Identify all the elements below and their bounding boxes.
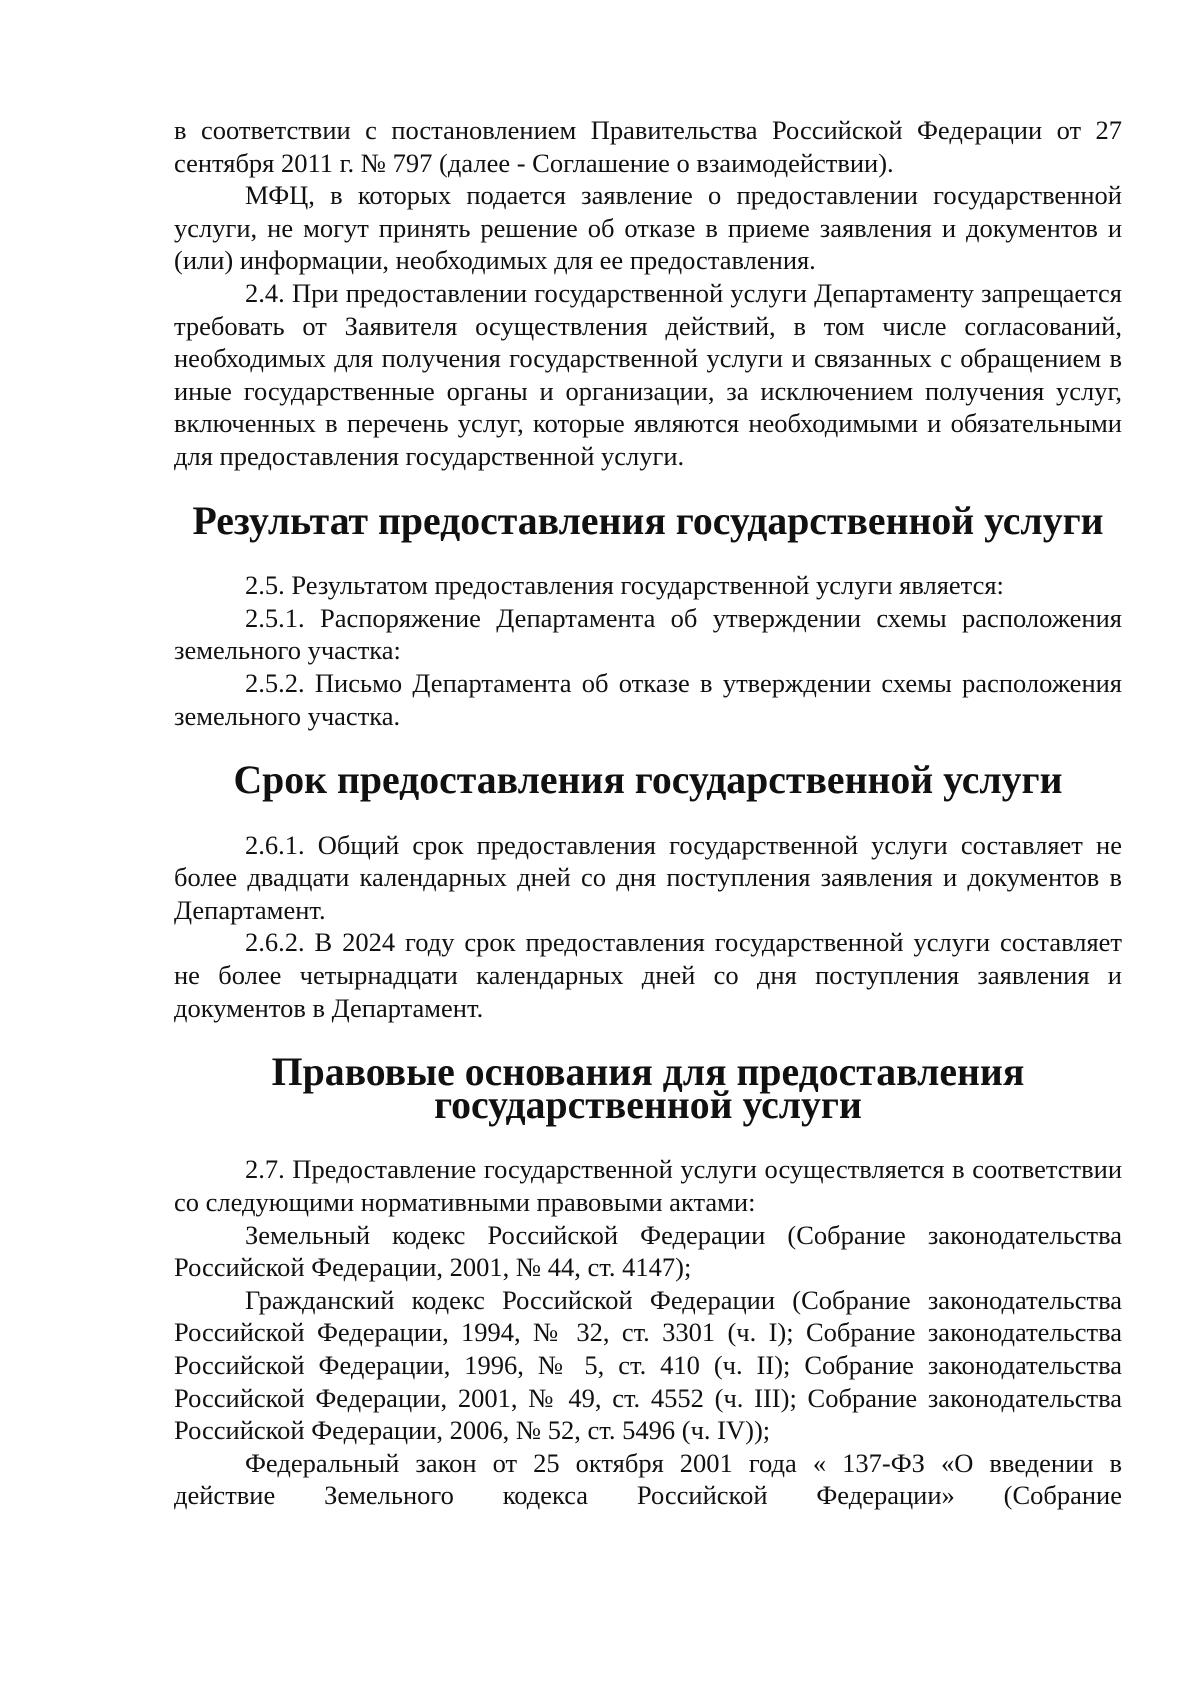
heading-result: Результат предоставления государственной услуги: [192, 498, 1104, 543]
heading-term: Срок предоставления государственной услуги: [233, 758, 1063, 803]
paragraph-civil-code: Гражданский кодекс Российской Федерации (Собрание законодательства Российской Федерации, 1994, № 32, ст. 3301 (ч. I); Собрание законодательства Российской Федерации, 1996, № 5, ст. 410 (ч. II); Собрание законодательства Российской Федерации, 2001, № 49, ст. 4552 (ч. III); Собрание законодательства Российской Федерации, 2006, № 52, ст. 5496 (ч. IV));: [174, 1284, 1122, 1446]
paragraph-2-7: 2.7. Предоставление государственной услуги осуществляется в соответствии со следующими нормативными правовыми актами:: [174, 1154, 1122, 1218]
paragraph-agreement: в соответствии с постановлением Правительства Российской Федерации от 27 сентября 2011 г. № 797 (далее - Соглашение о взаимодействии).: [174, 115, 1122, 178]
paragraph-2-4: 2.4. При предоставлении государственной услуги Департаменту запрещается требовать от Заявителя осуществления действий, в том числе согласований, необходимых для получения государственной услуги и связанных с обращением в иные государственные органы и организации, за исключением получения услуг, включенных в перечень услуг, которые являются необходимыми и обязательными для предоставления государственной услуги.: [174, 277, 1122, 471]
paragraph-2-5-2: 2.5.2. Письмо Департамента об отказе в утверждении схемы расположения земельного участка.: [174, 667, 1122, 731]
paragraph-2-5-1: 2.5.1. Распоряжение Департамента об утверждении схемы расположения земельного участка:: [174, 602, 1122, 666]
document-page: [174, 114, 1122, 1512]
paragraph-2-6-1: 2.6.1. Общий срок предоставления государственной услуги составляет не более двадцати календарных дней со дня поступления заявления и документов в Департамент.: [174, 829, 1122, 925]
paragraph-2-6-2: 2.6.2. В 2024 году срок предоставления государственной услуги составляет не более четырнадцати календарных дней со дня поступления заявления и документов в Департамент.: [174, 927, 1122, 1023]
paragraph-mfc: МФЦ, в которых подается заявление о предоставлении государственной услуги, не могут принять решение об отказе в приеме заявления и документов и (или) информации, необходимых для ее предоставления.: [174, 180, 1122, 276]
paragraph-2-5: 2.5. Результатом предоставления государственной услуги является:: [245, 570, 1004, 601]
paragraph-federal-law: Федеральный закон от 25 октября 2001 года « 137-ФЗ «О введении в действие Земельного кодекса Российской Федерации» (Собрание: [174, 1447, 1122, 1511]
heading-legal: Правовые основания для предоставления государственной услуги: [271, 1050, 1025, 1127]
paragraph-land-code: Земельный кодекс Российской Федерации (Собрание законодательства Российской Федерации, 2001, № 44, ст. 4147);: [174, 1219, 1122, 1283]
